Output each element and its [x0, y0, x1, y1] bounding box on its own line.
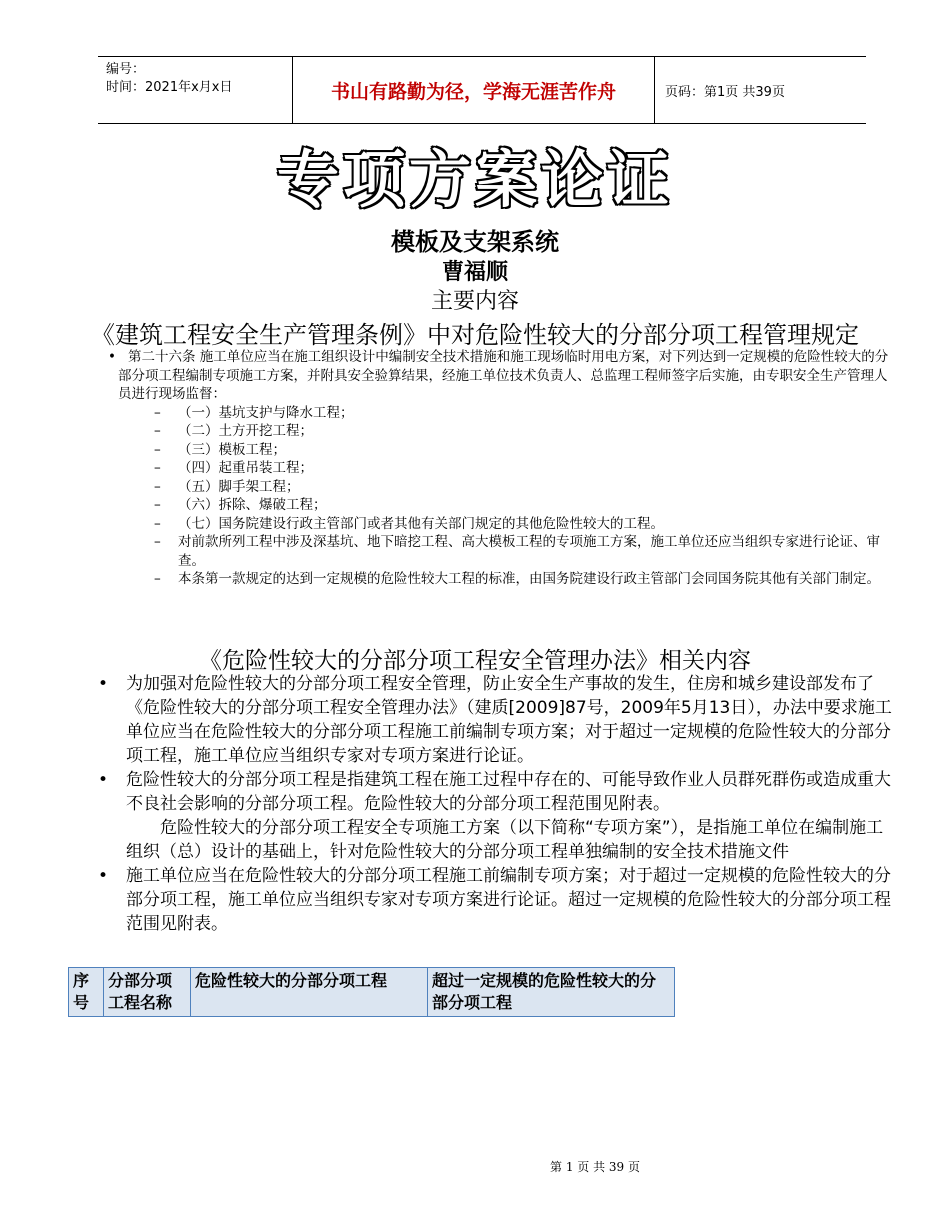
author-name: 曹福顺 — [441, 260, 508, 285]
number-label: 编号： — [106, 62, 146, 77]
list-item: – （五）脚手架工程； — [118, 478, 896, 497]
section2-paragraph-1: • 为加强对危险性较大的分部分项工程安全管理，防止安全生产事故的发生，住房和城乡建设部发布了《危险性较大的分部分项工程安全管理办法》（建质[2009]87号，2009年5月13日），办法中要求施工单位应当在危险性较大的分部分项工程施工前编制专项方案；对于超过一定规模的危险性较大的分部分项工程，施工单位应当组织专家对专项方案进行论证。 — [126, 672, 894, 768]
list-item: – （六）拆除、爆破工程； — [118, 496, 896, 515]
page-header — [98, 56, 866, 124]
document-title: 专项方案论证 — [276, 143, 673, 216]
section1-body — [118, 348, 896, 589]
section2-paragraph-3: 危险性较大的分部分项工程安全专项施工方案（以下简称“专项方案”），是指施工单位在编制施工组织（总）设计的基础上，针对危险性较大的分部分项工程单独编制的安全技术措施文件 — [126, 818, 884, 862]
list-item: – （七）国务院建设行政主管部门或者其他有关部门规定的其他危险性较大的工程。 — [118, 515, 896, 534]
section1-lead: • 第二十六条 施工单位应当在施工组织设计中编制安全技术措施和施工现场临时用电方案，对下列达到一定规模的危险性较大的分部分项工程编制专项施工方案，并附具安全验算结果，经施工单位技术负责人、总监理工程师签字后实施，由专职安全生产管理人员进行现场监督： — [118, 348, 896, 404]
table-header-row — [69, 968, 675, 1017]
list-item: – 对前款所列工程中涉及深基坑、地下暗挖工程、高大模板工程的专项施工方案，施工单位还应当组织专家进行论证、审查。 — [118, 533, 896, 570]
list-item: – （二）土方开挖工程； — [118, 422, 896, 441]
document-subtitle: 模板及支架系统 — [391, 228, 559, 256]
section2-title: 《危险性较大的分部分项工程安全管理办法》相关内容 — [199, 648, 751, 674]
table-header-cell: 危险性较大的分部分项工程 — [191, 968, 428, 1017]
list-item: – （一）基坑支护与降水工程； — [118, 404, 896, 423]
contents-heading: 主要内容 — [430, 289, 519, 314]
header-page-info: 页码：第1页 共39页 — [665, 84, 785, 100]
table-header-cell: 序号 — [69, 968, 104, 1017]
section2-paragraph-4: • 施工单位应当在危险性较大的分部分项工程施工前编制专项方案；对于超过一定规模的危险性较大的分部分项工程，施工单位应当组织专家对专项方案进行论证。超过一定规模的危险性较大的分部分项工程范围见附表。 — [126, 864, 894, 936]
table-header-cell: 超过一定规模的危险性较大的分部分项工程 — [428, 968, 675, 1017]
table-header-cell: 分部分项工程名称 — [104, 968, 191, 1017]
section2-paragraph-2: • 危险性较大的分部分项工程是指建筑工程在施工过程中存在的、可能导致作业人员群死群伤或造成重大不良社会影响的分部分项工程。危险性较大的分部分项工程范围见附表。 — [126, 768, 894, 816]
page-footer: 第 1 页 共 39 页 — [550, 1160, 640, 1174]
header-motto: 书山有路勤为径，学海无涯苦作舟 — [293, 57, 655, 123]
section1-title: 《建筑工程安全生产管理条例》中对危险性较大的分部分项工程管理规定 — [91, 321, 859, 349]
list-item: – （四）起重吊装工程； — [118, 459, 896, 478]
list-item: – 本条第一款规定的达到一定规模的危险性较大工程的标准，由国务院建设行政主管部门会同国务院其他有关部门制定。 — [118, 570, 896, 589]
header-info — [98, 57, 293, 123]
time-label: 时间：2021年x月x日 — [106, 80, 233, 95]
section2-body — [126, 672, 894, 936]
hazard-table — [68, 967, 675, 1017]
list-item: – （三）模板工程； — [118, 441, 896, 460]
